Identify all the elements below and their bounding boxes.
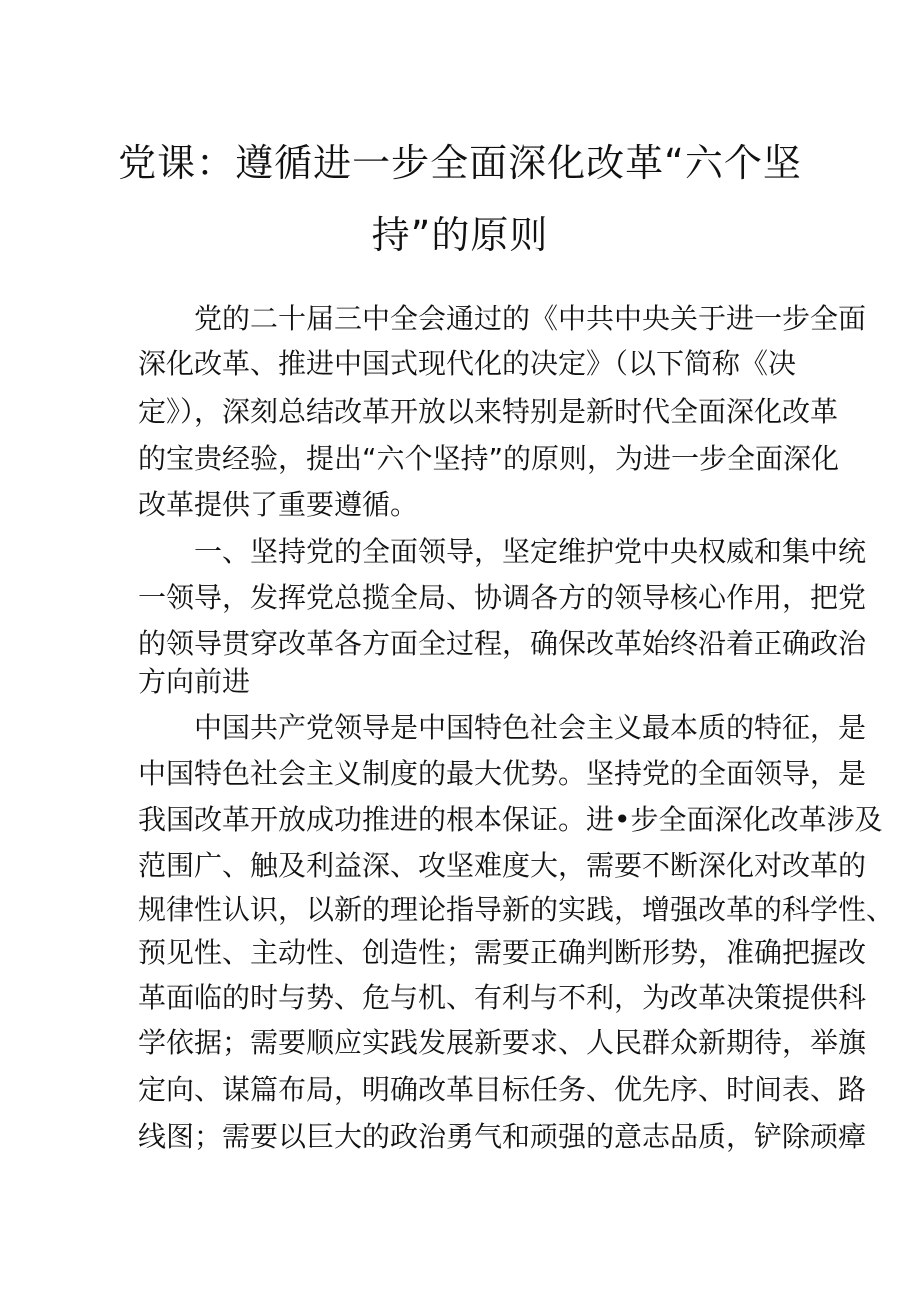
body-line: 革面临的时与势、危与机、有利与不利，为改革决策提供科 — [138, 981, 867, 1014]
body-line: 深化改革、推进中国式现代化的决定》（以下简称《决 — [138, 347, 797, 380]
body-line: 学依据；需要顺应实践发展新要求、人民群众新期待，举旗 — [138, 1026, 867, 1059]
body-line: 一领导，发挥党总揽全局、协调各方的领导核心作用，把党 — [138, 581, 867, 614]
body-line: 定》），深刻总结改革开放以来特别是新时代全面深化改革 — [138, 395, 839, 428]
body-line: 预见性、主动性、创造性；需要正确判断形势，准确把握改 — [138, 936, 867, 969]
body-line: 的宝贵经验，提出“六个坚持”的原则，为进一步全面深化 — [138, 442, 840, 475]
body-line: 方向前进 — [138, 665, 251, 698]
body-line: 中国共产党领导是中国特色社会主义最本质的特征，是 — [138, 711, 867, 744]
body-line: 中国特色社会主义制度的最大优势。坚持党的全面领导，是 — [138, 757, 867, 790]
body-line: 定向、谋篇布局，明确改革目标任务、优先序、时间表、路 — [138, 1073, 867, 1106]
body-line: 一、坚持党的全面领导，坚定维护党中央权威和集中统 — [138, 535, 867, 568]
body-line: 的领导贯穿改革各方面全过程，确保改革始终沿着正确政治 — [138, 627, 867, 660]
body-line: 线图；需要以巨大的政治勇气和顽强的意志品质，铲除顽瘴 — [138, 1120, 867, 1153]
document-title-line-1: 党课：遵循进一步全面深化改革“六个坚 — [118, 141, 802, 185]
body-line: 党的二十届三中全会通过的《中共中央关于进一步全面 — [138, 302, 867, 335]
body-line: 规律性认识，以新的理论指导新的实践，增强改革的科学性、 — [138, 893, 895, 926]
document-title-line-2: 持”的原则 — [371, 213, 549, 257]
body-line: 改革提供了重要遵循。 — [138, 488, 419, 521]
body-line: 范围广、触及利益深、攻坚难度大，需要不断深化对改革的 — [138, 849, 867, 882]
body-line: 我国改革开放成功推进的根本保证。进•步全面深化改革涉及 — [138, 803, 883, 836]
